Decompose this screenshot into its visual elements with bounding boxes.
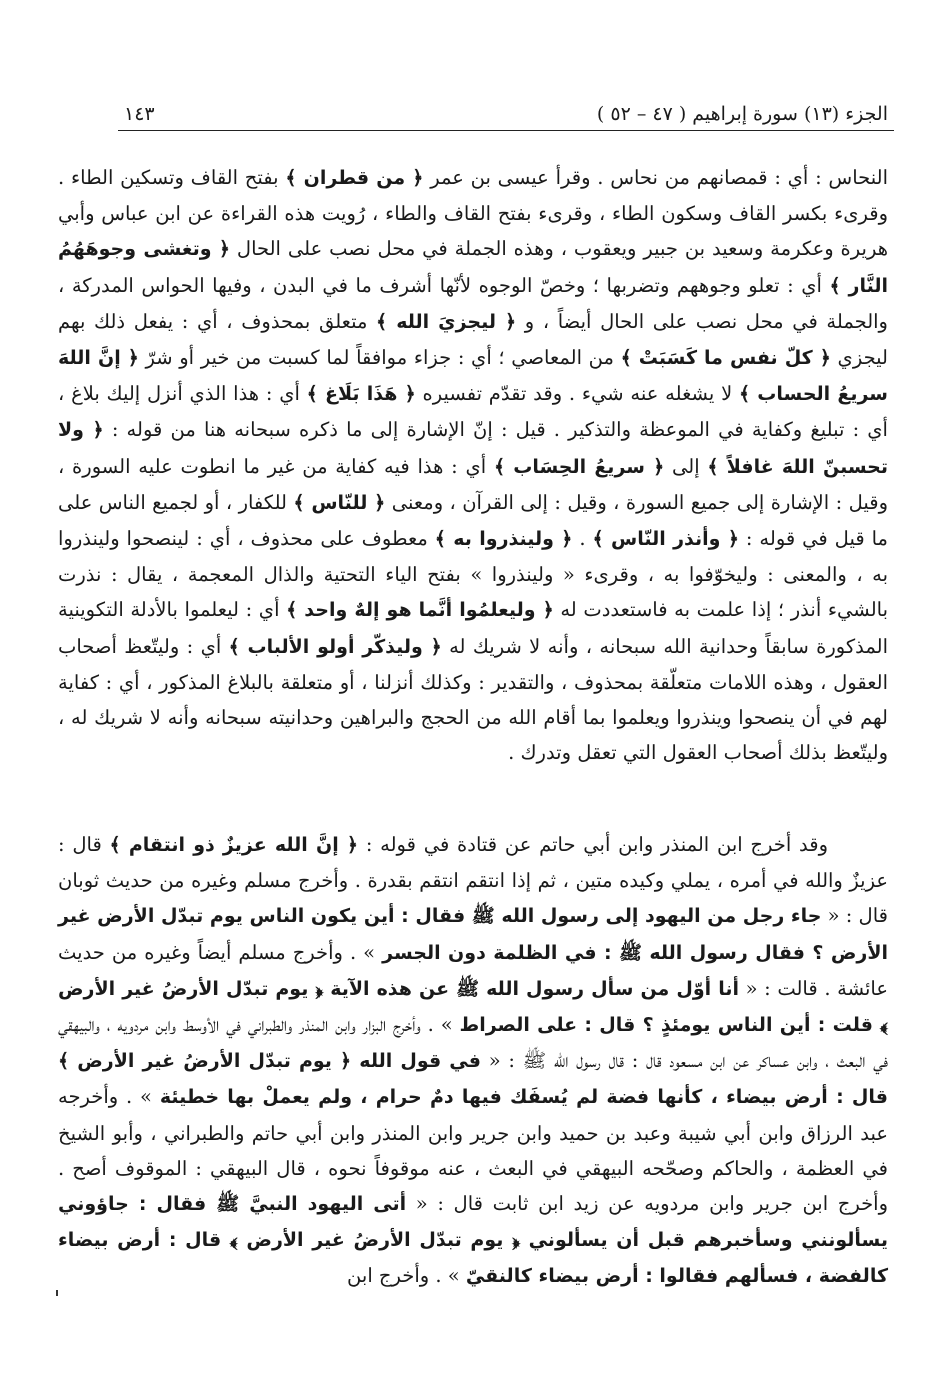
quran-or-hadith-quote: ﴿ إنَّ الله عزيزٌ ذو انتقام ﴾ <box>109 834 359 856</box>
quran-or-hadith-quote: ﴿ هَذَا بَلَاغ ﴾ <box>306 383 416 406</box>
text-run: متعلق بمحذوف ، أي : يفعل ذلك بهم ليجزي <box>58 309 888 370</box>
text-run: أي : هذا الذي أنزل إليك بلاغ ، أي : تبليغ وكفاية في الموعظة والتذكير . قيل : إنّ الإشارة إلى ما ذكره سبحانه هنا من قوله : <box>58 382 888 442</box>
quran-or-hadith-quote: ﴿ سريعُ الحِسَاب ﴾ <box>493 455 665 478</box>
quran-or-hadith-quote: ﴿ ليجزيَ الله ﴾ <box>376 310 517 333</box>
quran-or-hadith-quote: أنا أوّل من سأل رسول الله ﷺ عن هذه الآية ﴿ يوم تبدّل الأرضُ غير الأرض ﴾ قلت : أين الناس يومئذٍ ؟ قال : على الصراط <box>58 977 888 1037</box>
quran-or-hadith-quote: ﴿ إنَّ اللهَ سريعُ الحساب ﴾ <box>58 347 888 406</box>
quran-or-hadith-quote: أتى اليهود النبيَّ ﷺ فقال : جاؤوني يسألونني وسأخبرهم قبل أن يسألوني ﴿ يوم تبدّل الأرضُ غير الأرض ﴾ قال : أرض بيضاء كالفضة ، فسألهم فقالوا : أرض بيضاء كالنقيّ <box>58 1193 888 1288</box>
text-run: النحاس : أي : قمصانهم من نحاس . وقرأ عيسى بن عمر <box>423 166 888 189</box>
text-run: أي : هذا فيه كفاية من غير ما انطوت عليه السورة ، وقيل : الإشارة إلى جميع السورة ، وقيل : إلى القرآن ، ومعنى <box>58 454 888 514</box>
text-run: قال : عزيزٌ والله في أمره ، يملي وكيده متين ، ثم إذا انتقم انتقم بقدرة . وأخرج مسلم وغيره من حديث ثوبان قال : « <box>58 833 888 928</box>
running-title: الجزء (١٣) سورة إبراهيم ( ٤٧ – ٥٢ ) <box>596 103 888 125</box>
header-rule <box>118 130 894 131</box>
text-run: » . وأخرج البزار وابن المنذر والطبراني في الأوسط وابن مردويه ، والبيهقي في البعث ، وابن عساكر عن ابن مسعود قال : قال رسول الله ﷺ : « <box>58 1013 889 1073</box>
quran-or-hadith-quote: جاء رجل من اليهود إلى رسول الله ﷺ فقال : أين يكون الناس يوم تبدّل الأرض غير الأرض ؟ فقال رسول الله ﷺ : في الظلمة دون الجسر <box>58 905 888 964</box>
text-run: وقد أخرج ابن المنذر وابن أبي حاتم عن قتادة في قوله : <box>358 833 828 856</box>
text-run: إلى <box>664 454 708 478</box>
text-run: للكفار ، أو لجميع الناس على ما قيل في قوله : <box>58 490 888 551</box>
quran-or-hadith-quote: ﴿ وتغشى وجوهَهُمُ النَّار ﴾ <box>58 238 888 297</box>
commentary-paragraph <box>58 160 888 770</box>
page-number: ١٤٣ <box>124 103 155 125</box>
quran-or-hadith-quote: ﴿ ولينذروا به ﴾ <box>434 528 573 551</box>
quran-or-hadith-quote: ﴿ وليعلمُوا أنَّما هو إلهٌ واحد ﴾ <box>286 599 554 622</box>
text-run: أي : وليتّعظ أصحاب العقول ، وهذه اللامات متعلّقة بمحذوف ، والتقدير : وكذلك أنزلنا ، أو متعلقة بالبلاغ المذكور ، أي : كفاية لهم في أن ينصحوا وينذروا ويعلموا بما أقام الله من الحجج والبراهين وحدانيته سبحانه وأنه لا شريك له ، وليتّعظ بذلك أصحاب العقول التي تعقل وتدرك . <box>58 634 888 765</box>
text-run: » . وأخرجه عبد الرزاق وابن أبي شيبة وعبد بن حميد وابن جرير وابن المنذر وابن أبي حاتم والطبراني ، وأبو الشيخ في العظمة ، والحاكم وصحّحه البيهقي في البعث ، عنه موقوفاً نحوه ، قال البيهقي : الموقوف أصح . وأخرج ابن جرير وابن مردويه عن زيد ابن ثابت قال : « <box>58 1085 888 1216</box>
hadith-paragraph <box>58 827 888 1295</box>
quran-or-hadith-quote: ﴿ وليذكّر أولو الألباب ﴾ <box>228 635 442 658</box>
quran-or-hadith-quote: ﴿ ولا تحسبنّ اللهَ غافلاً ﴾ <box>58 419 888 478</box>
text-run: » . وأخرج ابن <box>347 1264 466 1288</box>
quran-or-hadith-quote: ﴿ للنّاس ﴾ <box>293 491 386 514</box>
text-run: أي : ليعلموا بالأدلة التكوينية المذكورة سابقاً وحدانية الله سبحانه ، وأنه لا شريك له <box>58 598 889 658</box>
margin-mark <box>56 1290 58 1296</box>
text-run: » . وأخرج مسلم أيضاً وغيره من حديث عائشة . قالت : « <box>58 940 888 1000</box>
quran-or-hadith-quote: ﴿ من قطران ﴾ <box>285 167 424 189</box>
quran-or-hadith-quote: في قول الله ﴿ يوم تبدّل الأرضُ غير الأرض ﴾ قال : أرض بيضاء ، كأنها فضة لم يُسفَك فيها دمٌ حرام ، ولم يعملْ بها خطيئة <box>58 1050 888 1109</box>
text-run: من المعاصي ؛ أي : جزاء موافقاً لما كسبت من خير أو شرّ <box>138 346 621 370</box>
text-run: . <box>572 527 593 551</box>
text-run: أي : تعلو وجوههم وتضربها ؛ وخصّ الوجوه لأنّها أشرف ما في البدن ، وفيها الحواس المدركة ، والجملة في محل نصب على الحال أيضاً ، و <box>58 273 888 333</box>
page-header <box>124 95 888 125</box>
quran-or-hadith-quote: ﴿ وأنذر النّاس ﴾ <box>592 528 739 551</box>
text-run: لا يشغله عنه شيء . وقد تقدّم تفسيره <box>415 382 739 406</box>
quran-or-hadith-quote: ﴿ كلّ نفس ما كَسَبَتْ ﴾ <box>620 347 831 370</box>
text-run: بفتح القاف وتسكين الطاء . وقرىء بكسر القاف وسكون الطاء ، وقرىء بفتح القاف والطاء ، رُويت هذه القراءة عن ابن عباس وأبي هريرة وعكرمة وسعيد بن جبير ويعقوب ، وهذه الجملة في محل نصب على الحال <box>58 166 888 261</box>
text-run: معطوف على محذوف ، أي : لينصحوا ولينذروا به ، والمعنى : وليخوّفوا به ، وقرىء « ولينذروا » بفتح الياء التحتية والذال المعجمة ، يقال : نذرت بالشيء أنذر ؛ إذا علمت به فاستعددت له <box>58 527 888 622</box>
